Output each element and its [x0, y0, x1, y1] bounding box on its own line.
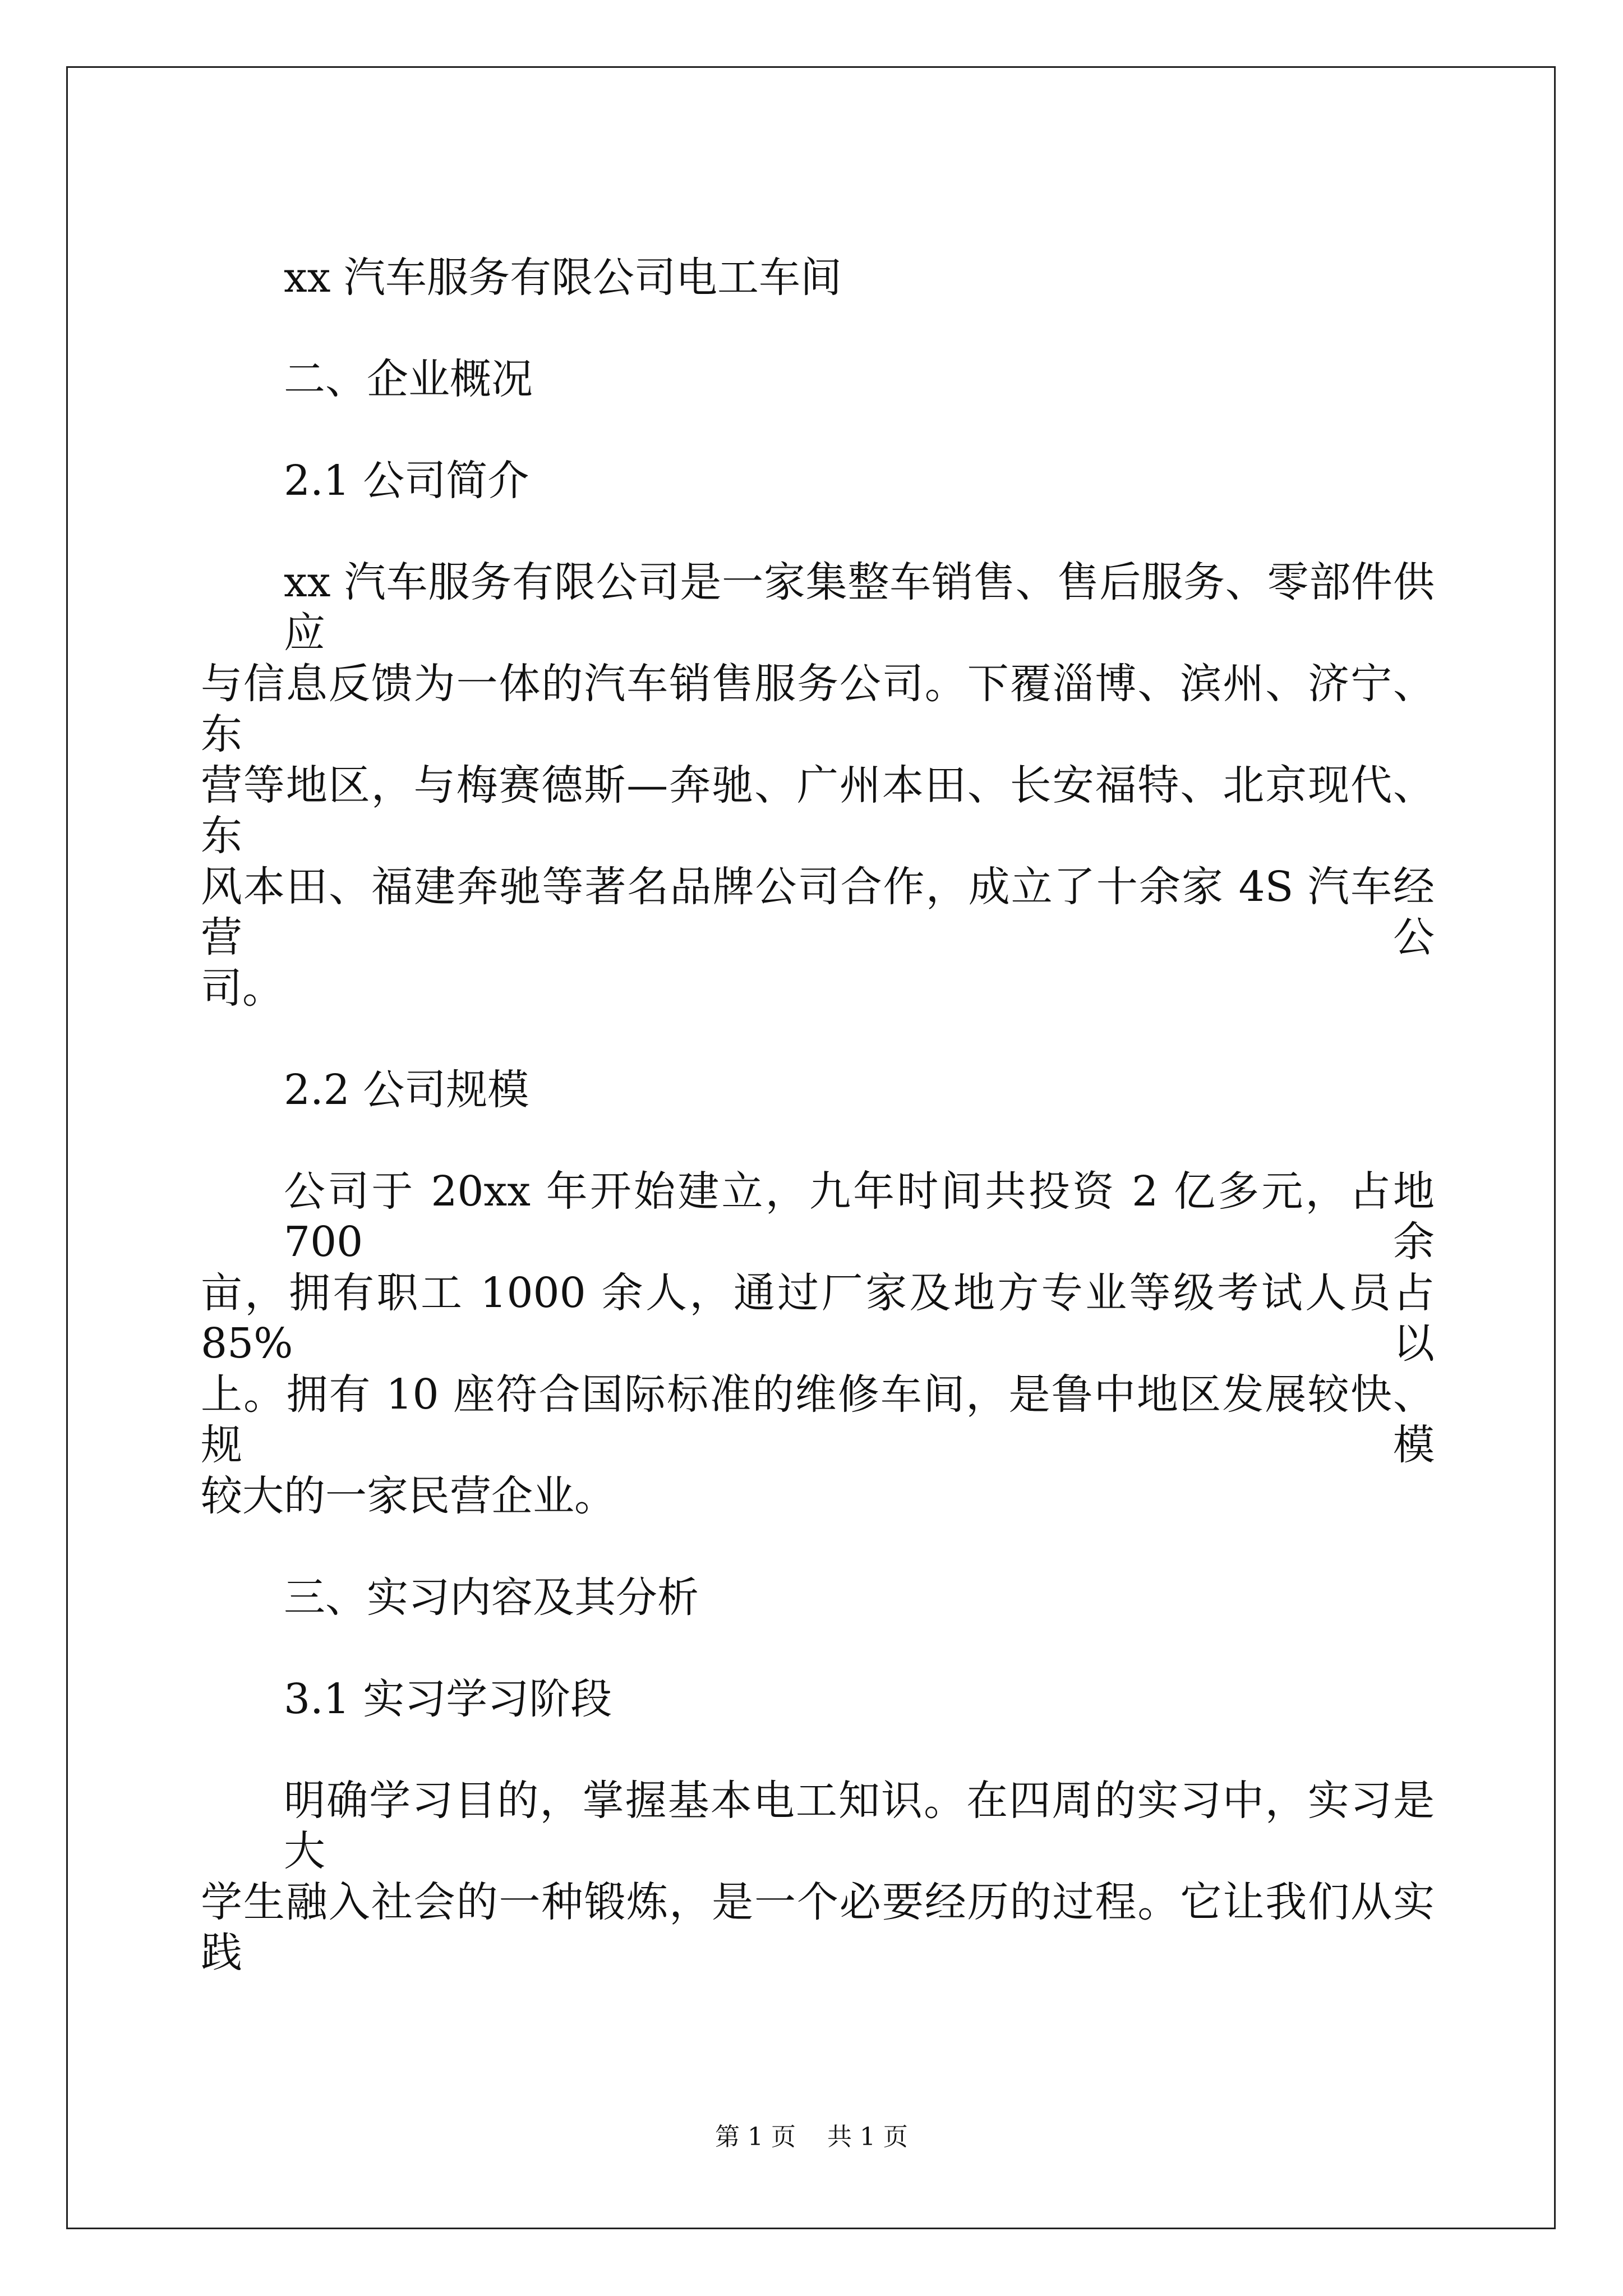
paragraph-line: 与信息反馈为一体的汽车销售服务公司。下覆淄博、滨州、济宁、东 — [201, 660, 1435, 758]
paragraph-line: 司。 — [201, 964, 284, 1013]
paragraph-line: 亩，拥有职工 1000 余人，通过厂家及地方专业等级考试人员占 85%以 — [201, 1269, 1435, 1368]
text-line: xx 汽车服务有限公司电工车间 — [284, 254, 842, 302]
section-heading: 三、实习内容及其分析 — [284, 1573, 699, 1622]
section-heading: 二、企业概况 — [284, 355, 533, 403]
paragraph-line: 营等地区，与梅赛德斯—奔驰、广州本田、长安福特、北京现代、东 — [201, 761, 1435, 860]
paragraph-line: 风本田、福建奔驰等著名品牌公司合作，成立了十余家 4S 汽车经营公 — [201, 863, 1435, 961]
paragraph-line: 上。拥有 10 座符合国际标准的维修车间，是鲁中地区发展较快、规模 — [201, 1370, 1435, 1469]
page-footer: 第 1 页 共 1 页 — [715, 2123, 908, 2151]
paragraph-line: 明确学习目的，掌握基本电工知识。在四周的实习中，实习是大 — [284, 1777, 1435, 1875]
paragraph-line: xx 汽车服务有限公司是一家集整车销售、售后服务、零部件供应 — [284, 558, 1435, 657]
subsection-heading: 2.1 公司简介 — [284, 457, 529, 505]
paragraph-line: 学生融入社会的一种锻炼，是一个必要经历的过程。它让我们从实践 — [201, 1878, 1435, 1977]
paragraph-line: 公司于 20xx 年开始建立，九年时间共投资 2 亿多元，占地 700 余 — [284, 1167, 1435, 1266]
subsection-heading: 3.1 实习学习阶段 — [284, 1675, 612, 1723]
subsection-heading: 2.2 公司规模 — [284, 1066, 529, 1114]
paragraph-line: 较大的一家民营企业。 — [201, 1472, 616, 1520]
